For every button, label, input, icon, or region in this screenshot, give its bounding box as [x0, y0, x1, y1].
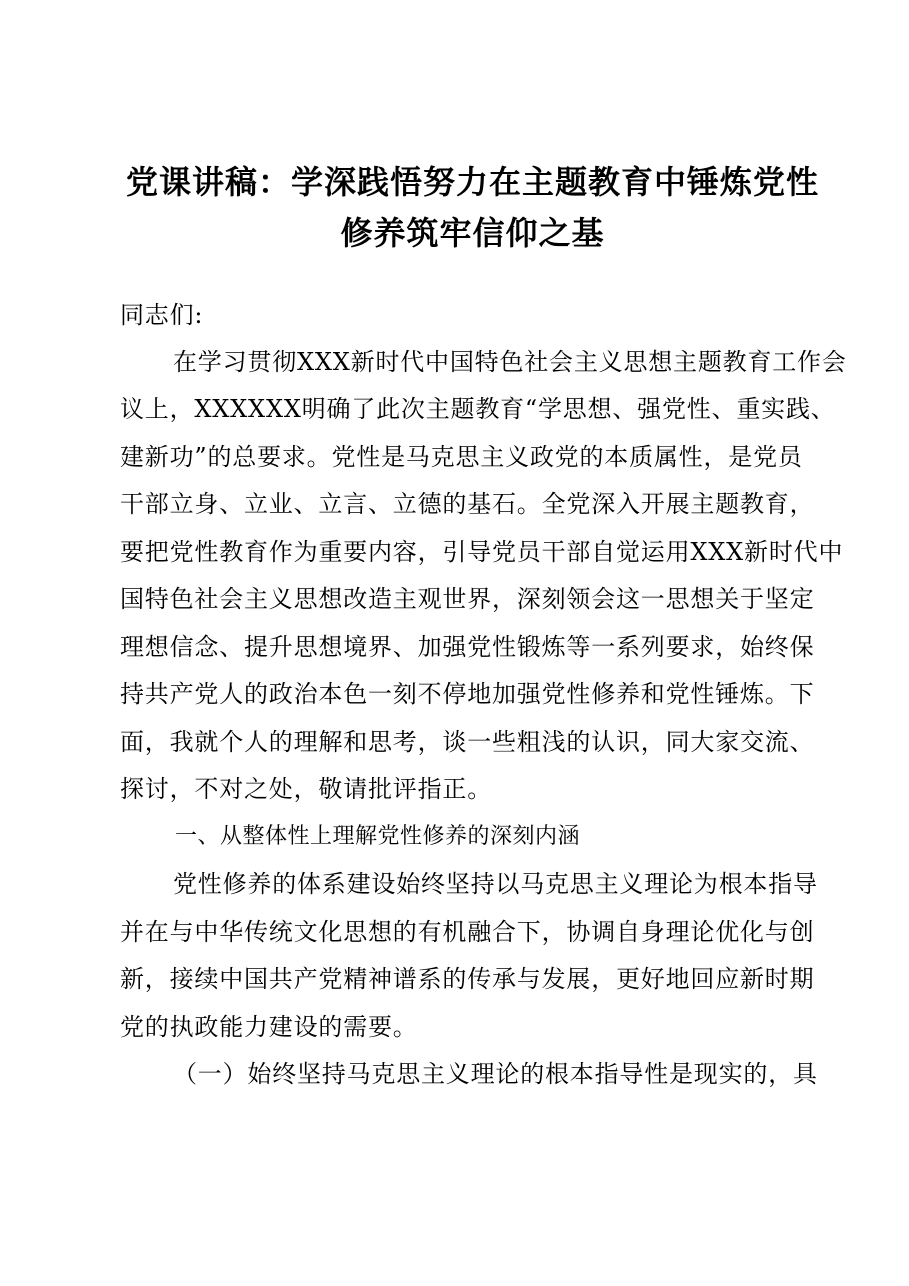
paragraph-line: 面，我就个人的理解和思考，谈一些粗浅的认识，同大家交流、: [120, 728, 815, 756]
paragraph-line: 党的执政能力建设的需要。: [120, 1013, 418, 1041]
paragraph-line: 干部立身、立业、立言、立德的基石。全党深入开展主题教育，: [120, 490, 815, 518]
paragraph-line: 理想信念、提升思想境界、加强党性锻炼等一系列要求，始终保: [120, 633, 815, 661]
paragraph-line: 建新功”的总要求。党性是马克思主义政党的本质属性，是党员: [120, 443, 803, 471]
paragraph-line: 在学习贯彻XXX新时代中国特色社会主义思想主题教育工作会: [173, 348, 847, 376]
section-heading: 一、从整体性上理解党性修养的深刻内涵: [175, 824, 581, 849]
greeting: 同志们:: [120, 301, 204, 329]
paragraph-line: 要把党性教育作为重要内容，引导党员干部自觉运用XXX新时代中: [120, 538, 844, 566]
document-title-line-1: 党课讲稿：学深践悟努力在主题教育中锤炼党性: [125, 163, 819, 201]
paragraph-line: 新，接续中国共产党精神谱系的传承与发展，更好地回应新时期: [120, 965, 815, 993]
subsection-line: （一）始终坚持马克思主义理论的根本指导性是现实的，具: [173, 1060, 818, 1088]
paragraph-line: 探讨，不对之处，敬请批评指正。: [120, 775, 492, 803]
paragraph-line: 议上，XXXXXX明确了此次主题教育“学思想、强党性、重实践、: [120, 395, 836, 423]
paragraph-line: 国特色社会主义思想改造主观世界，深刻领会这一思想关于坚定: [120, 585, 815, 613]
paragraph-line: 党性修养的体系建设始终坚持以马克思主义理论为根本指导: [173, 870, 818, 898]
document-title-line-2: 修养筑牢信仰之基: [340, 214, 605, 252]
paragraph-line: 并在与中华传统文化思想的有机融合下，协调自身理论优化与创: [120, 918, 815, 946]
paragraph-line: 持共产党人的政治本色一刻不停地加强党性修养和党性锤炼。下: [120, 680, 815, 708]
